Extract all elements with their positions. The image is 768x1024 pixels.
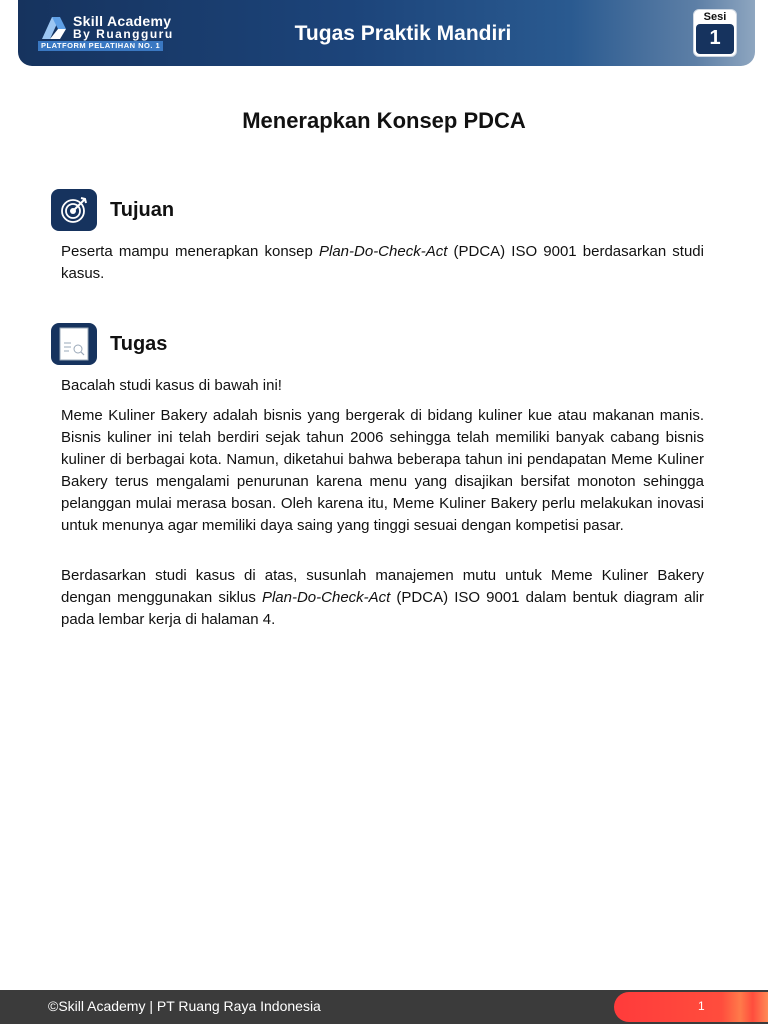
tugas-intro: Bacalah studi kasus di bawah ini! bbox=[61, 377, 282, 394]
footer-page-badge bbox=[614, 992, 768, 1022]
task-text-end: (PDCA) ISO 9001 dalam bentuk diagram alir pada lembar kerja di halaman 4. bbox=[61, 589, 705, 628]
tujuan-text-italic: Plan-Do-Check-Act bbox=[319, 243, 448, 260]
task-paragraph bbox=[61, 565, 704, 631]
section-heading-tugas: Tugas bbox=[110, 333, 168, 355]
skill-academy-logo bbox=[38, 13, 208, 53]
session-label: Sesi bbox=[703, 11, 727, 23]
document-search-icon bbox=[51, 323, 97, 365]
tujuan-text-start: Peserta mampu menerapkan konsep bbox=[61, 243, 319, 260]
target-icon bbox=[51, 189, 97, 231]
case-study-paragraph: Meme Kuliner Bakery adalah bisnis yang bergerak di bidang kuliner kue atau makanan manis. Bisnis kuliner ini telah berdiri sejak tahun 2006 sehingga telah memiliki banyak cabang bisnis kuliner di berbagai kota. Namun, diketahui bahwa beberapa tahun ini pendapatan Meme Kuliner Bakery terus mengalami penurunan karena menu yang disajikan bersifat monoton sehingga pelanggan mulai merasa bosan. Oleh karena itu, Meme Kuliner Bakery perlu melakukan inovasi untuk menunya agar memiliki daya saing yang tinggi sesuai dengan kompetisi pasar. bbox=[61, 407, 704, 534]
page-number: 1 bbox=[698, 999, 705, 1013]
footer bbox=[0, 990, 768, 1024]
logo-mark-icon bbox=[38, 15, 68, 41]
section-heading-tujuan: Tujuan bbox=[110, 199, 175, 221]
brand-name: Skill Academy bbox=[73, 13, 172, 29]
brand-subname: By Ruangguru bbox=[73, 27, 174, 41]
footer-copyright: ©Skill Academy | PT Ruang Raya Indonesia bbox=[48, 998, 321, 1014]
brand-tagline: PLATFORM PELATIHAN NO. 1 bbox=[38, 41, 163, 51]
task-text-start: Berdasarkan studi kasus di atas, susunlah manajemen mutu untuk Meme Kuliner Bakery dengan menggunakan siklus bbox=[61, 567, 704, 606]
header-title: Tugas Praktik Mandiri bbox=[294, 22, 512, 45]
session-badge bbox=[693, 9, 737, 57]
session-number: 1 bbox=[696, 24, 734, 54]
header-banner bbox=[18, 0, 755, 66]
tujuan-text-end: (PDCA) ISO 9001 berdasarkan studi kasus. bbox=[61, 243, 704, 282]
page-title: Menerapkan Konsep PDCA bbox=[242, 108, 526, 133]
task-text-italic: Plan-Do-Check-Act bbox=[261, 589, 391, 606]
tujuan-paragraph bbox=[61, 241, 704, 285]
